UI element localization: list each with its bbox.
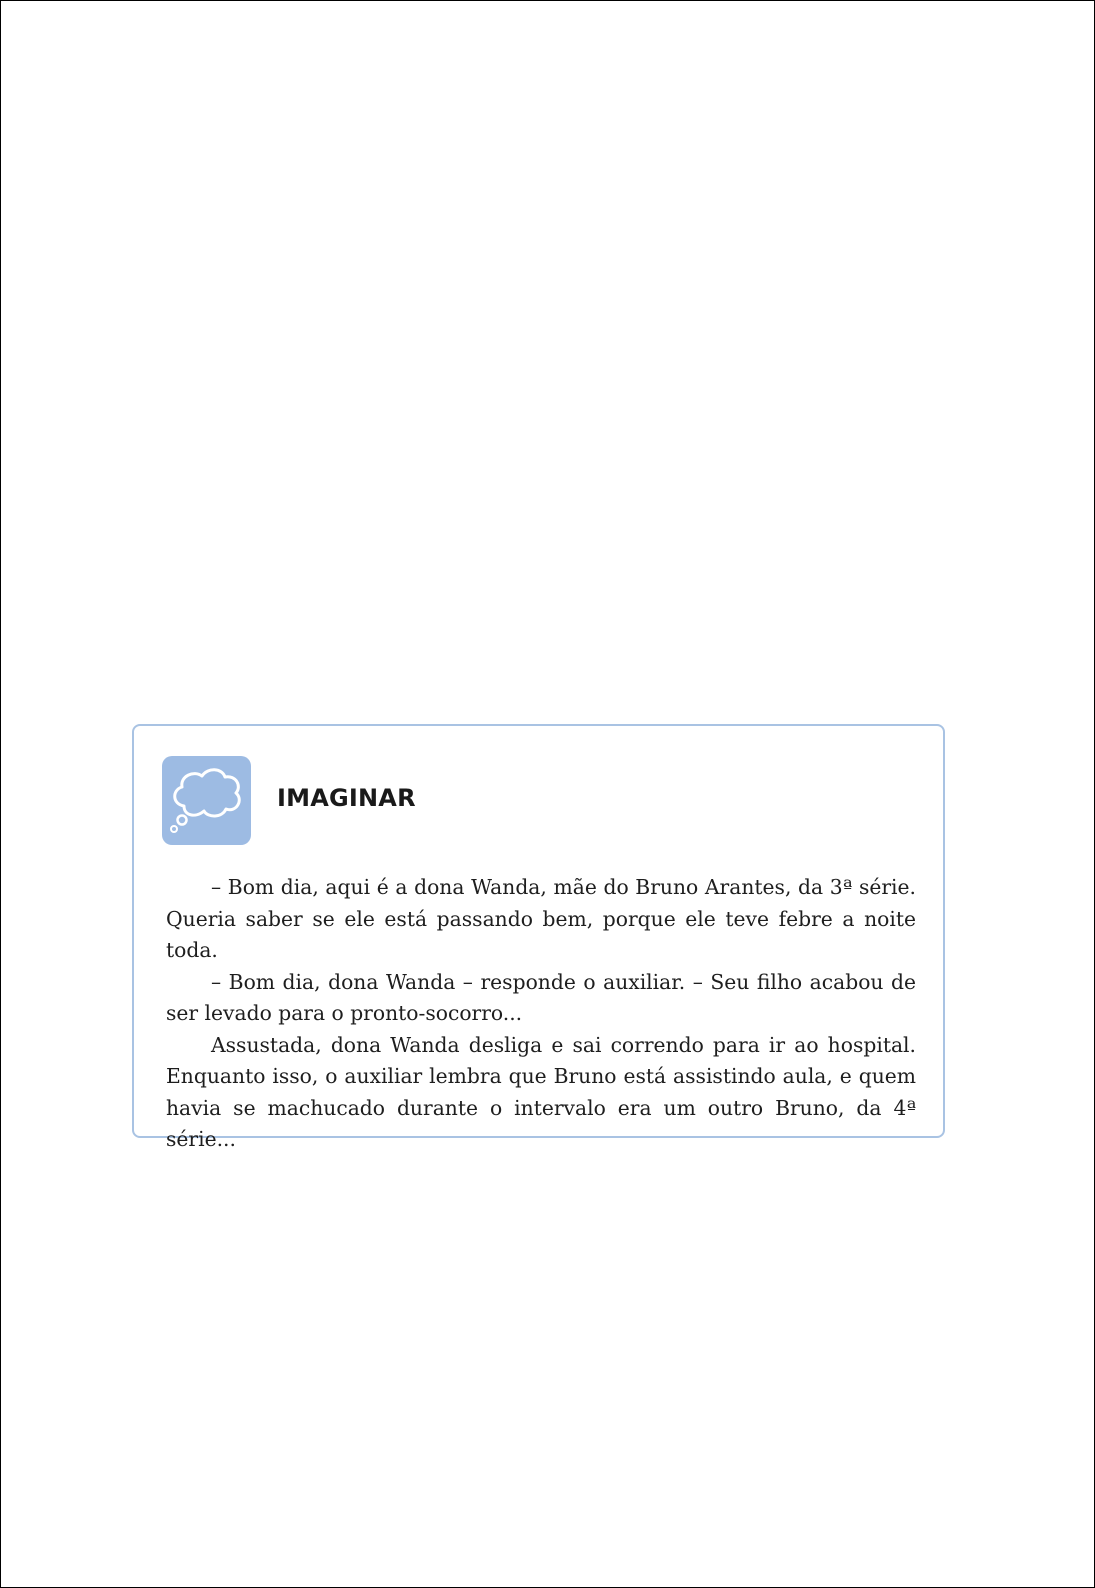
thought-bubble-icon bbox=[162, 756, 251, 845]
paragraph: – Bom dia, aqui é a dona Wanda, mãe do Bruno Arantes, da 3ª série. Queria saber se ele está passando bem, porque ele teve febre a noite toda. bbox=[166, 875, 916, 962]
story-text bbox=[166, 872, 916, 1156]
section-title: IMAGINAR bbox=[277, 784, 416, 812]
paragraph: Assustada, dona Wanda desliga e sai correndo para ir ao hospital. Enquanto isso, o auxiliar lembra que Bruno está assistindo aula, e quem havia se machucado durante o intervalo era um outro Bruno, da 4ª série... bbox=[166, 1032, 916, 1151]
paragraph: – Bom dia, dona Wanda – responde o auxiliar. – Seu filho acabou de ser levado para o pronto-socorro... bbox=[166, 969, 916, 1025]
imaginar-box bbox=[132, 724, 945, 1151]
